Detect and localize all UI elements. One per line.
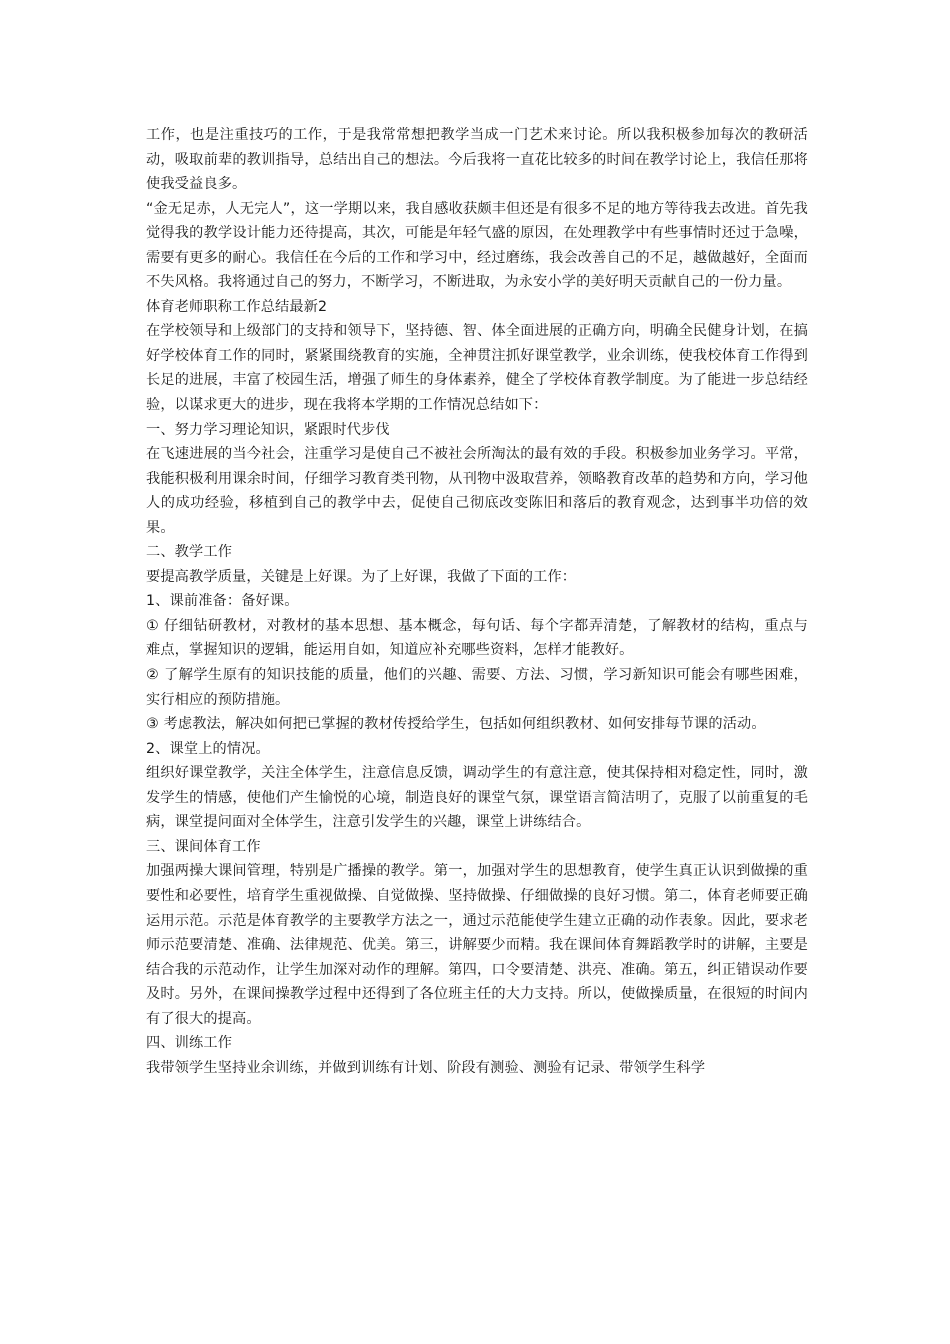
list-item: ② 了解学生原有的知识技能的质量，他们的兴趣、需要、方法、习惯，学习新知识可能会有哪些困难，实行相应的预防措施。 [146,667,808,708]
list-item: ① 仔细钻研教材，对教材的基本思想、基本概念，每句话、每个字都弄清楚，了解教材的结构，重点与难点，掌握知识的逻辑，能运用自如，知道应补充哪些资料，怎样才能教好。 [146,617,808,659]
paragraph: 要提高教学质量，关键是上好课。为了上好课，我做了下面的工作： [146,568,577,585]
paragraph: 加强两操大课间管理，特别是广播操的教学。第一，加强对学生的思想教育，使学生真正认识到做操的重要性和必要性，培育学生重视做操、自觉做操、坚持做操、仔细做操的良好习惯。第二，体育老师要正确运用示范。示范是体育教学的主要教学方法之一，通过示范能使学生建立正确的动作表象。因此，要求老师示范要清楚、准确、法律规范、优美。第三，讲解要少而精。我在课间体育舞蹈教学时的讲解，主要是结合我的示范动作，让学生加深对动作的理解。第四，口令要清楚、洪亮、准确。第五，纠正错误动作要及时。另外，在课间操教学过程中还得到了各位班主任的大力支持。所以，使做操质量，在很短的时间内有了很大的提高。 [146,863,808,1027]
list-item: ③ 考虑教法，解决如何把已掌握的教材传授给学生，包括如何组织教材、如何安排每节课的活动。 [146,716,766,733]
paragraph: 组织好课堂教学，关注全体学生，注意信息反馈，调动学生的有意注意，使其保持相对稳定性，同时，激发学生的情感，使他们产生愉悦的心境，制造良好的课堂气氛，课堂语言简洁明了，克服了以前重复的毛病，课堂提问面对全体学生，注意引发学生的兴趣，课堂上讲练结合。 [146,765,808,831]
subsection-heading: 1、课前准备：备好课。 [146,593,299,610]
section-heading: 体育老师职称工作总结最新2 [146,298,328,315]
section-heading: 三、课间体育工作 [146,838,261,855]
subsection-heading: 2、课堂上的情况。 [146,740,270,757]
paragraph: 在学校领导和上级部门的支持和领导下，坚持德、智、体全面进展的正确方向，明确全民健身计划，在搞好学校体育工作的同时，紧紧围绕教育的实施，全神贯注抓好课堂教学，业余训练，使我校体育工作得到长足的进展，丰富了校园生活，增强了师生的身体素养，健全了学校体育教学制度。为了能进一步总结经验，以谋求更大的进步，现在我将本学期的工作情况总结如下： [146,323,808,414]
paragraph: “金无足赤，人无完人”，这一学期以来，我自感收获颇丰但还是有很多不足的地方等待我去改进。首先我觉得我的教学设计能力还待提高，其次，可能是年轻气盛的原因，在处理教学中有些事情时还过于急噪，需要有更多的耐心。我信任在今后的工作和学习中，经过磨练，我会改善自己的不足，越做越好，全面而不失风格。我将通过自己的努力，不断学习，不断进取，为永安小学的美好明天贡献自己的一份力量。 [146,200,808,291]
paragraph: 工作，也是注重技巧的工作，于是我常常想把教学当成一门艺术来讨论。所以我积极参加每次的教研活动，吸取前辈的教训指导，总结出自己的想法。今后我将一直花比较多的时间在教学讨论上，我信任那将使我受益良多。 [146,127,808,193]
section-heading: 一、努力学习理论知识，紧跟时代步伐 [146,421,390,438]
section-heading: 四、训练工作 [146,1035,233,1052]
document-body [146,123,808,1080]
paragraph: 在飞速进展的当今社会，注重学习是使自己不被社会所淘汰的最有效的手段。积极参加业务学习。平常，我能积极利用课余时间，仔细学习教育类刊物，从刊物中汲取营养，领略教育改革的趋势和方向，学习他人的成功经验，移植到自己的教学中去，促使自己彻底改变陈旧和落后的教育观念，达到事半功倍的效果。 [146,446,808,536]
paragraph: 我带领学生坚持业余训练，并做到训练有计划、阶段有测验、测验有记录、带领学生科学 [146,1059,706,1076]
section-heading: 二、教学工作 [146,544,233,561]
